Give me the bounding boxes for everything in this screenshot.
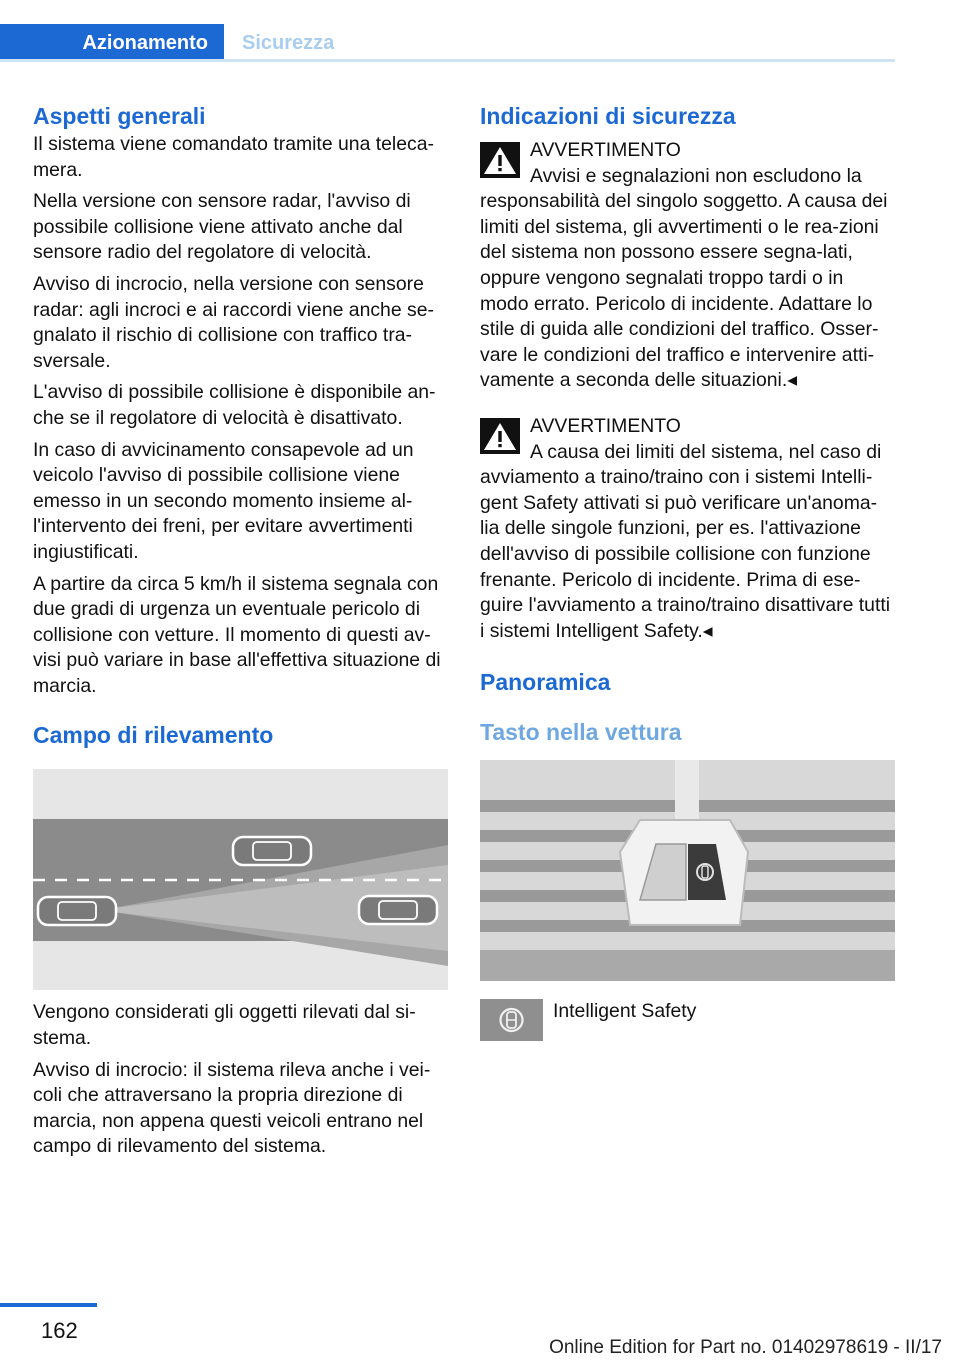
left-column xyxy=(33,100,448,1166)
header-rule xyxy=(0,59,895,62)
car-icon xyxy=(38,897,116,925)
page-number: 162 xyxy=(41,1318,78,1343)
dashboard-panel-image xyxy=(480,760,895,981)
paragraph: A partire da circa 5 km/h il sistema segnala con due gradi di urgenza un eventuale pericolo di collisione con vetture. Il momento di questi av-visi può variare in base all'effettiva situazione di marcia. xyxy=(33,572,441,697)
car-icon xyxy=(359,896,437,924)
warning-triangle-icon xyxy=(480,418,520,454)
warning-triangle-icon xyxy=(480,142,520,178)
tab-sicurezza[interactable]: Sicurezza xyxy=(242,31,335,54)
warning-text-first-line: Avvisi e segnalazioni non escludono la xyxy=(530,164,862,187)
warning-text-first-line: A causa dei limiti del sistema, nel caso di xyxy=(530,440,882,463)
warning-title: AVVERTIMENTO xyxy=(530,139,681,161)
road-diagram xyxy=(33,769,448,990)
heading-campo-di-rilevamento: Campo di rilevamento xyxy=(33,722,274,749)
heading-panoramica: Panoramica xyxy=(480,669,611,696)
paragraph: Nella versione con sensore radar, l'avviso di possibile collisione viene attivato anche dal sensore radio del regolatore di velocità. xyxy=(33,190,411,264)
subheading-tasto-nella-vettura: Tasto nella vettura xyxy=(480,719,682,746)
paragraph: Vengono considerati gli oggetti rilevati dal si-stema. xyxy=(33,1001,416,1050)
warning-block xyxy=(480,138,895,394)
paragraph: In caso di avvicinamento consapevole ad un veicolo l'avviso di possibile collisione viene emesso in un secondo momento insieme al-l'intervento dei freni, per evitare avvertimenti ingiustificati. xyxy=(33,438,414,563)
paragraph: L'avviso di possibile collisione è disponibile an-che se il regolatore di velocità è disattivato. xyxy=(33,381,436,429)
detection-range-illustration xyxy=(33,769,448,990)
warning-block xyxy=(480,414,895,644)
warning-text: responsabilità del singolo soggetto. A causa dei limiti del sistema, gli avvertimenti o le rea-zioni del sistema non possono essere segna-lati, oppure vengono segnalati troppo tardi o in modo errato. Pericolo di incidente. Adattare lo stile di guida alle condizioni del traffico. Osser-vare le condizioni del traffico e intervenire atti-vamente a seconda delle situazioni.◂ xyxy=(480,190,888,392)
edition-note: Online Edition for Part no. 01402978619 - II/17 xyxy=(549,1337,942,1358)
heading-indicazioni-di-sicurezza: Indicazioni di sicurezza xyxy=(480,103,736,129)
intelligent-safety-button-icon xyxy=(480,999,543,1041)
paragraph: Avviso di incrocio: il sistema rileva anche i vei-coli che attraversano la propria direzione di marcia, non appena questi veicoli entrano nel campo di rilevamento del sistema. xyxy=(33,1058,431,1158)
icon-caption-row xyxy=(480,999,895,1041)
heading-aspetti-generali: Aspetti generali xyxy=(33,103,206,129)
tab-azionamento[interactable]: Azionamento xyxy=(0,24,224,62)
warning-text: avviamento a traino/traino con i sistemi Intelli-gent Safety attivati si può verificare un'anoma-lia delle singole funzioni, per es. l'attivazione dell'avviso di possibile collisione con funzione frenante. Pericolo di incidente. Prima di ese-guire l'avviamento a traino/traino disattivare tutti i sistemi Intelligent Safety.◂ xyxy=(480,466,891,642)
paragraph: Avviso di incrocio, nella versione con sensore radar: agli incroci e ai raccordi viene anche se-gnalato il rischio di collisione con traffico tra-sversale. xyxy=(33,272,434,372)
warning-title: AVVERTIMENTO xyxy=(530,414,681,437)
chapter-tabs xyxy=(0,24,895,62)
car-icon xyxy=(233,837,311,865)
icon-caption: Intelligent Safety xyxy=(553,1000,697,1023)
right-column xyxy=(480,100,895,1041)
button-location-photo xyxy=(480,760,895,981)
footer-rule xyxy=(0,1303,97,1307)
paragraph: Il sistema viene comandato tramite una teleca-mera. xyxy=(33,133,434,181)
